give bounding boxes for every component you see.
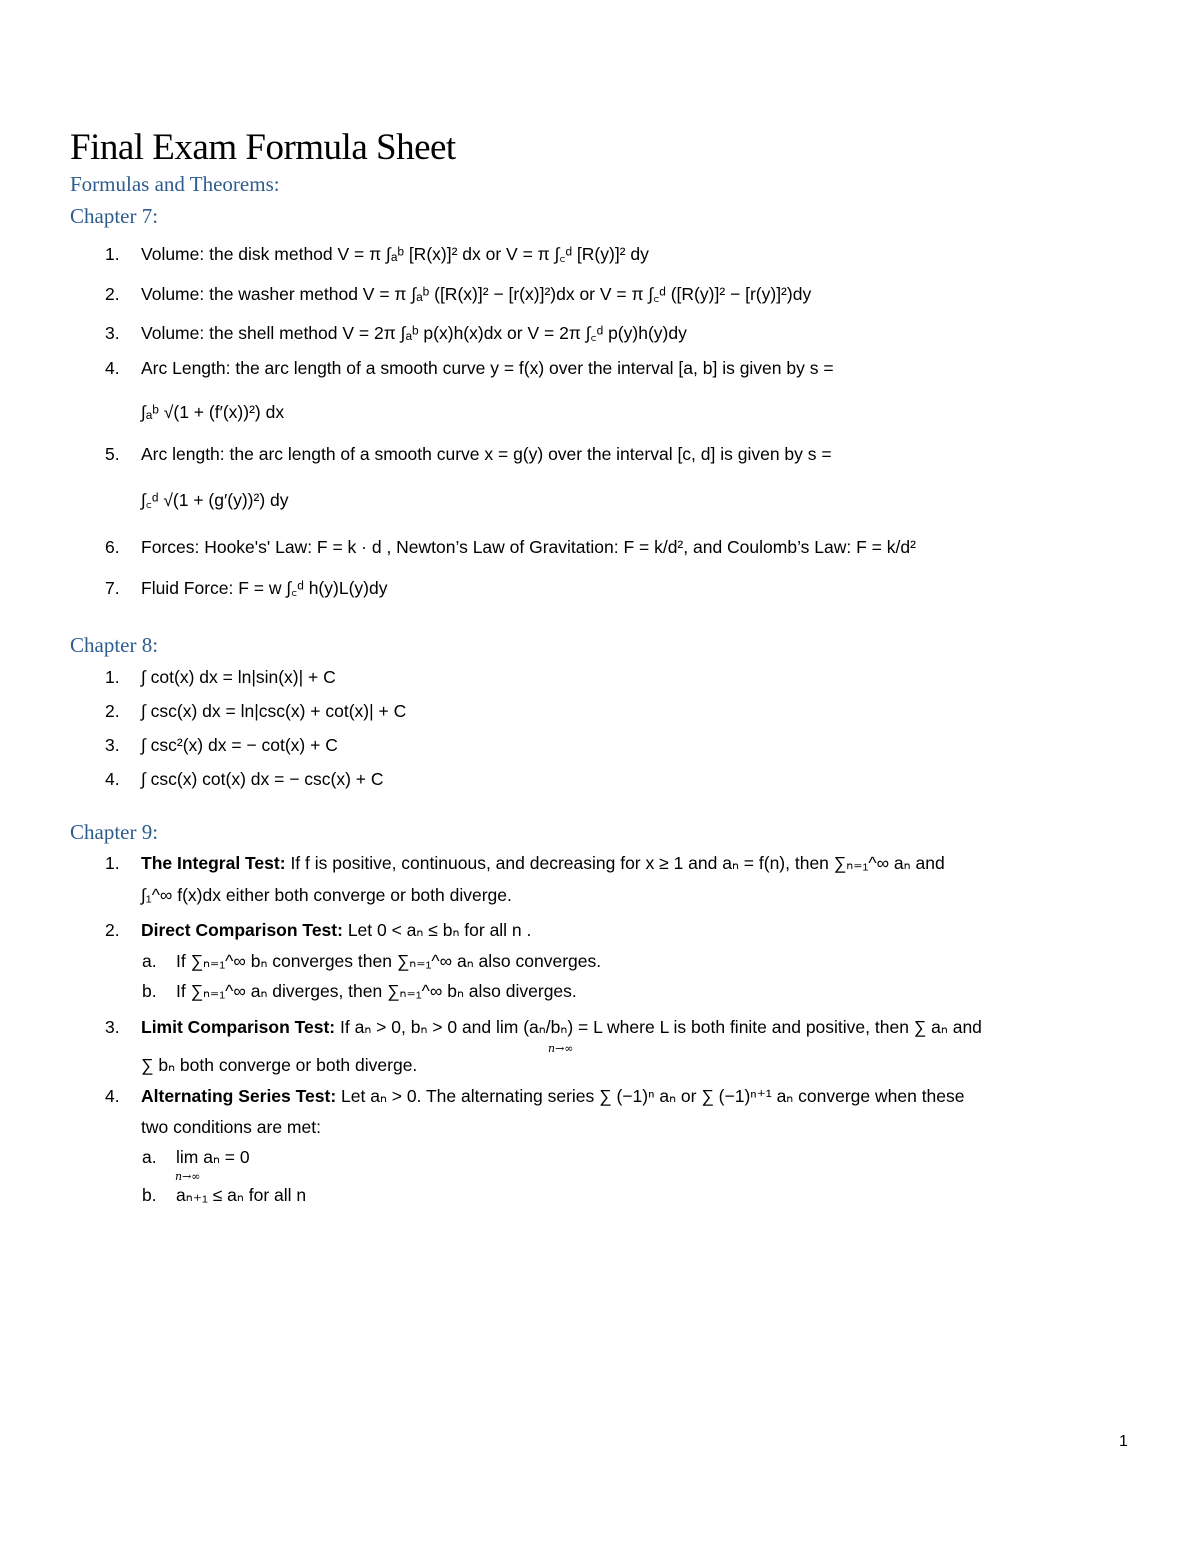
page-number: 1 xyxy=(1119,1433,1128,1450)
test-name: The Integral Test: xyxy=(141,853,286,873)
chapter-8-heading: Chapter 8: xyxy=(70,633,159,657)
item-number: 4. xyxy=(105,358,120,378)
sub-text: aₙ₊₁ ≤ aₙ for all n xyxy=(176,1185,307,1205)
item-text: Forces: Hooke's' Law: F = k · d , Newton’s Law of Gravitation: F = k/d², and Coulomb’s Law: F = k/d² xyxy=(141,537,916,557)
chapter-9-heading: Chapter 9: xyxy=(70,820,159,844)
item-text: ∫ csc²(x) dx = − cot(x) + C xyxy=(141,735,338,755)
chapter-7-heading: Chapter 7: xyxy=(70,204,159,228)
sub-text: If ∑ₙ₌₁^∞ bₙ converges then ∑ₙ₌₁^∞ aₙ also converges. xyxy=(176,951,602,971)
item-text: ∫ cot(x) dx = ln|sin(x)| + C xyxy=(141,667,336,687)
test-name: Direct Comparison Test: xyxy=(141,920,343,940)
item-number: 4. xyxy=(105,769,120,789)
sub-text: lim aₙ = 0 xyxy=(176,1147,250,1167)
test-name: Alternating Series Test: xyxy=(141,1086,337,1106)
item-number: 5. xyxy=(105,444,120,464)
limit-subscript: n→∞ xyxy=(175,1170,201,1183)
ch9-item-3-continuation: ∑ bₙ both converge or both diverge. xyxy=(141,1055,418,1075)
ch9-item-1-continuation: ∫₁^∞ f(x)dx either both converge or both diverge. xyxy=(141,885,512,905)
item-text: Volume: the disk method V = π ∫ₐᵇ [R(x)]² dx or V = π ∫꜀ᵈ [R(y)]² dy xyxy=(141,244,649,264)
item-text: Volume: the washer method V = π ∫ₐᵇ ([R(x)]² − [r(x)]²)dx or V = π ∫꜀ᵈ ([R(y)]² − [r(y)]²)dy xyxy=(141,284,812,304)
item-text: Arc length: the arc length of a smooth curve x = g(y) over the interval [c, d] is given by s = xyxy=(141,444,832,464)
arc-length-formula-y: ∫꜀ᵈ √(1 + (g′(y))²) dy xyxy=(141,490,289,510)
sub-letter: b. xyxy=(142,981,157,1001)
section-subtitle: Formulas and Theorems: xyxy=(70,172,280,196)
item-number: 3. xyxy=(105,735,120,755)
item-number: 1. xyxy=(105,667,120,687)
item-text: If f is positive, continuous, and decreasing for x ≥ 1 and aₙ = f(n), then ∑ₙ₌₁^∞ aₙ and xyxy=(290,853,945,873)
item-number: 2. xyxy=(105,920,120,940)
item-text: Arc Length: the arc length of a smooth curve y = f(x) over the interval [a, b] is given by s = xyxy=(141,358,834,378)
item-number: 1. xyxy=(105,853,120,873)
item-text: Let 0 < aₙ ≤ bₙ for all n . xyxy=(347,920,532,940)
item-number: 7. xyxy=(105,578,120,598)
item-number: 2. xyxy=(105,701,120,721)
sub-letter: a. xyxy=(142,951,157,971)
sub-text: If ∑ₙ₌₁^∞ aₙ diverges, then ∑ₙ₌₁^∞ bₙ also diverges. xyxy=(176,981,577,1001)
page-title: Final Exam Formula Sheet xyxy=(70,127,456,168)
item-number: 3. xyxy=(105,323,120,343)
item-number: 2. xyxy=(105,284,120,304)
item-number: 6. xyxy=(105,537,120,557)
test-name: Limit Comparison Test: xyxy=(141,1017,336,1037)
item-text: Let aₙ > 0. The alternating series ∑ (−1)ⁿ aₙ or ∑ (−1)ⁿ⁺¹ aₙ converge when these xyxy=(341,1086,965,1106)
sub-letter: a. xyxy=(142,1147,157,1167)
limit-subscript: n→∞ xyxy=(548,1042,574,1055)
item-number: 4. xyxy=(105,1086,120,1106)
item-number: 1. xyxy=(105,244,120,264)
item-text: ∫ csc(x) cot(x) dx = − csc(x) + C xyxy=(141,769,384,789)
arc-length-formula-x: ∫ₐᵇ √(1 + (f′(x))²) dx xyxy=(141,402,285,422)
item-text: ∫ csc(x) dx = ln|csc(x) + cot(x)| + C xyxy=(141,701,407,721)
item-text: If aₙ > 0, bₙ > 0 and lim (aₙ/bₙ) = L where L is both finite and positive, then ∑ aₙ and xyxy=(340,1017,982,1037)
sub-letter: b. xyxy=(142,1185,157,1205)
item-text: Volume: the shell method V = 2π ∫ₐᵇ p(x)h(x)dx or V = 2π ∫꜀ᵈ p(y)h(y)dy xyxy=(141,323,687,343)
ch9-item-4-continuation: two conditions are met: xyxy=(141,1117,321,1137)
item-number: 3. xyxy=(105,1017,120,1037)
item-text: Fluid Force: F = w ∫꜀ᵈ h(y)L(y)dy xyxy=(141,578,388,598)
